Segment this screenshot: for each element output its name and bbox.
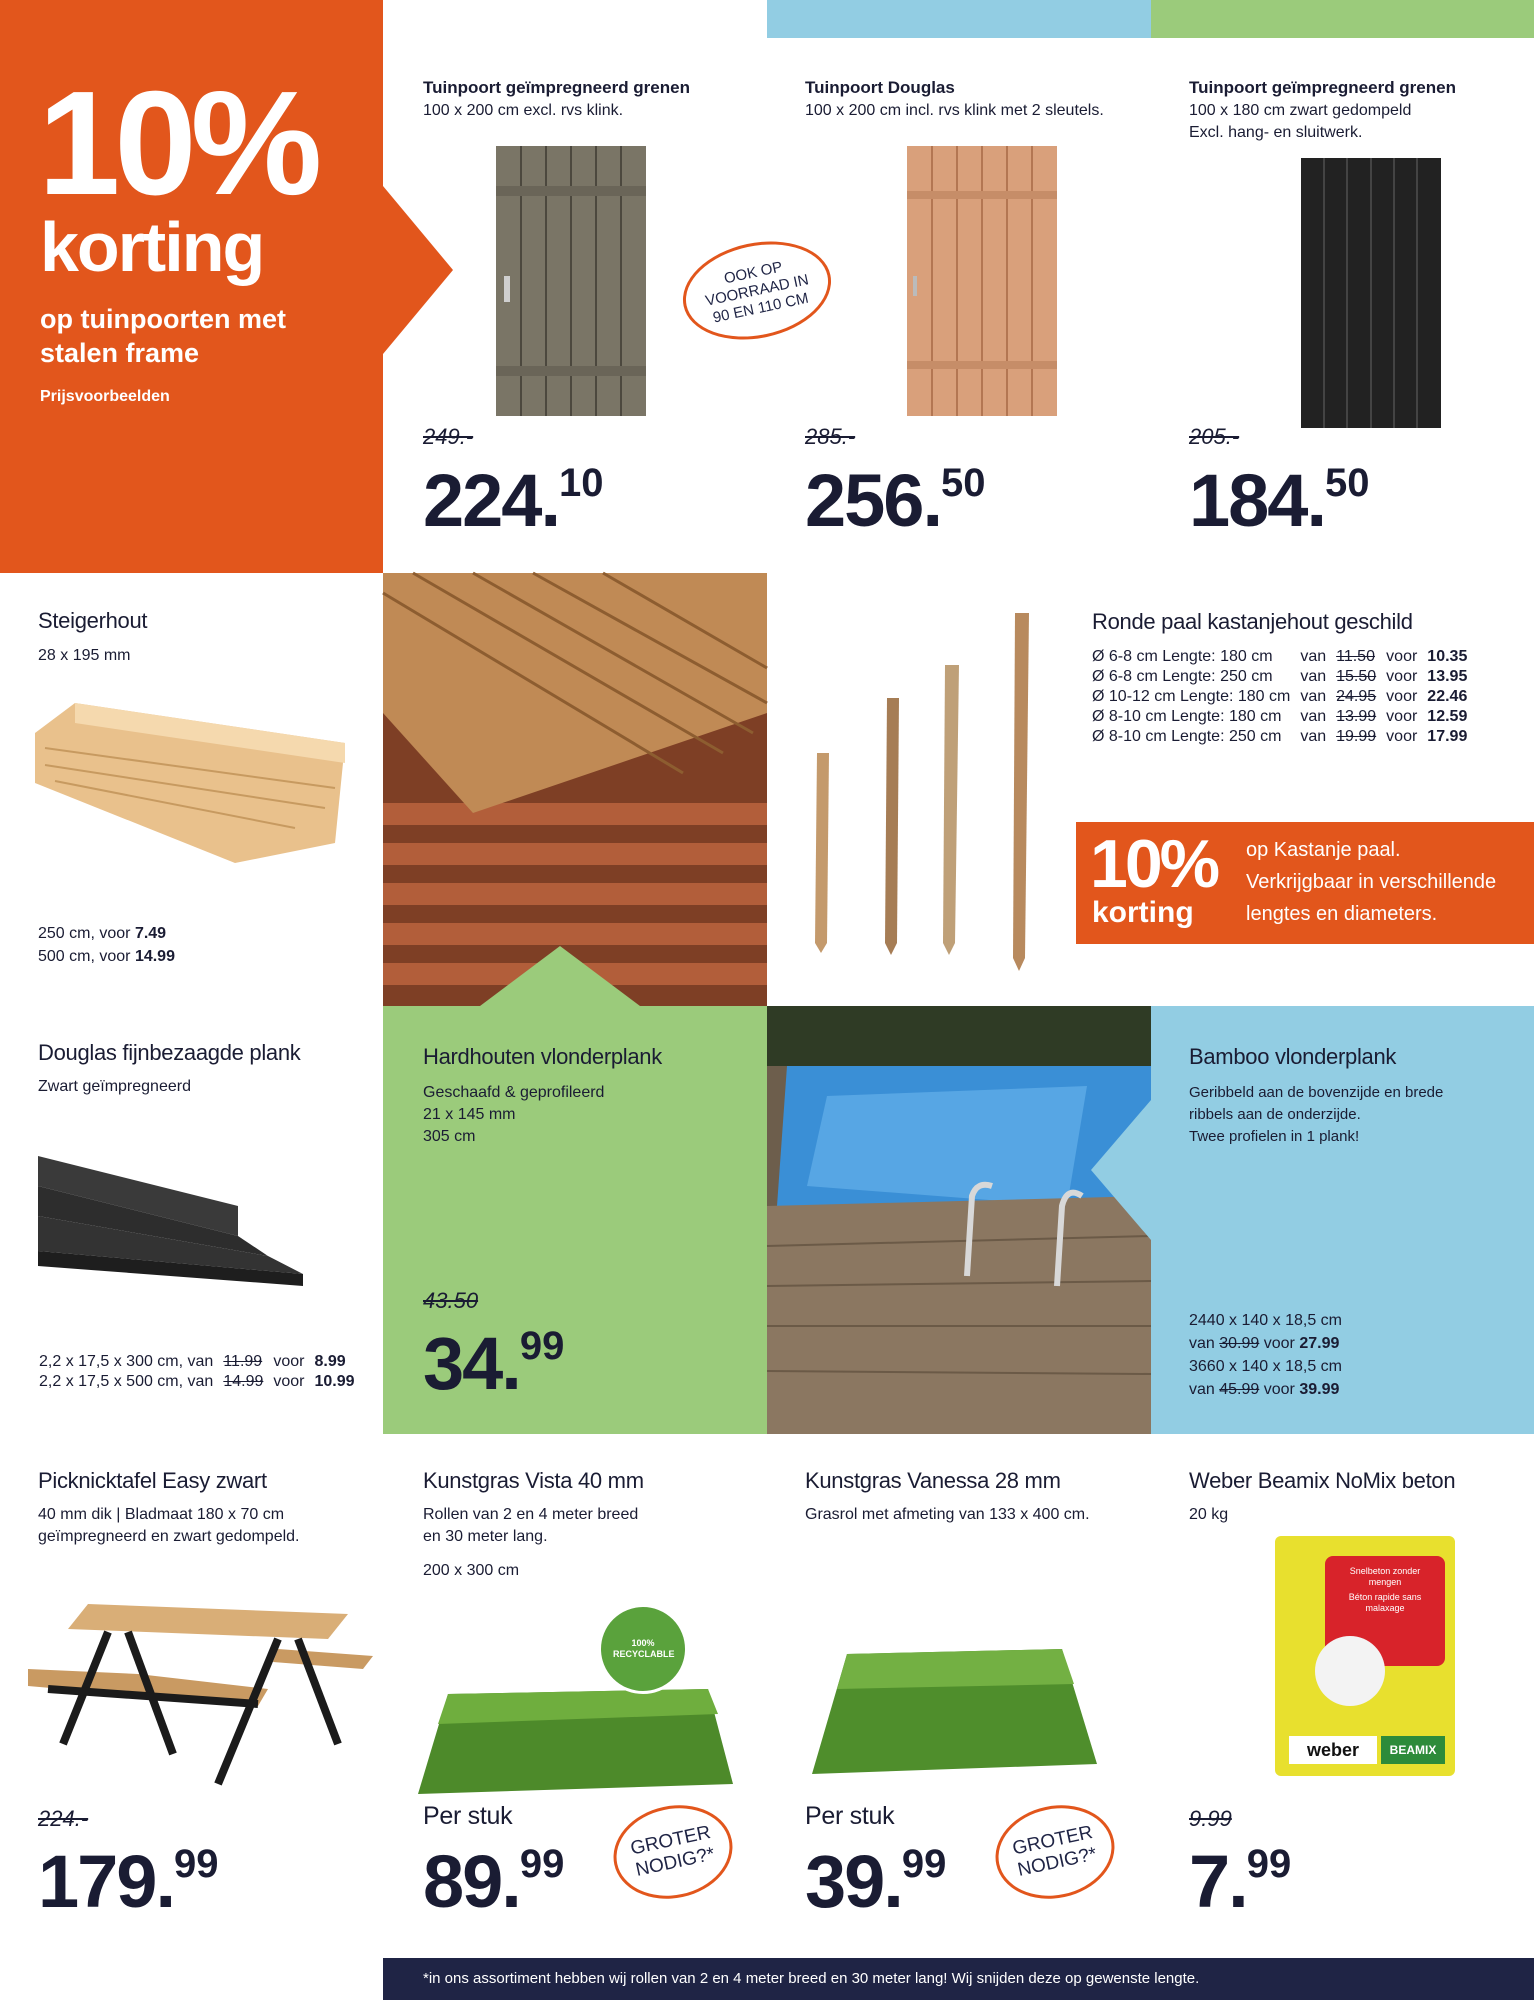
grass-mat-image <box>812 1614 1102 1794</box>
product-title: Kunstgras Vista 40 mm <box>423 1468 644 1493</box>
product-sub: Zwart geïmpregneerd <box>38 1078 191 1095</box>
product-price: 179.99 <box>38 1840 219 1923</box>
douglas-card <box>0 1006 383 1434</box>
product-desc: Rollen van 2 en 4 meter breed en 30 meter lang. <box>423 1506 639 1545</box>
per-stuk-label: Per stuk <box>423 1802 513 1830</box>
paal-discount-banner <box>1076 822 1534 944</box>
product-desc: Geribbeld aan de bovenzijde en brede ribbels aan de onderzijde. Twee profielen in 1 plank! <box>1189 1084 1444 1145</box>
product-title: Bamboo vlonderplank <box>1189 1044 1397 1069</box>
bamboo-price-2b: van 45.99 voor 39.99 <box>1189 1381 1340 1398</box>
weber-logo: weber <box>1289 1736 1377 1764</box>
bamboo-card <box>1151 1006 1534 1434</box>
top-strip-green <box>1151 0 1534 38</box>
concrete-bag-image <box>1275 1536 1455 1776</box>
vista-card <box>383 1434 767 1954</box>
product-desc: Grasrol met afmeting van 133 x 400 cm. <box>805 1506 1090 1523</box>
product-size: 28 x 195 mm <box>38 647 131 664</box>
deck-boards-image <box>383 573 767 1006</box>
gate-desc: 100 x 180 cm zwart gedompeld Excl. hang- en sluitwerk. <box>1189 102 1412 141</box>
price-row: Ø 10-12 cm Lengte: 180 cm van 24.95 voor 22.46 <box>1092 688 1468 705</box>
price-row: Ø 8-10 cm Lengte: 180 cm van 13.99 voor 12.59 <box>1092 708 1468 725</box>
gate-image <box>1301 158 1441 428</box>
product-size: 200 x 300 cm <box>423 1562 520 1579</box>
gate-title: Tuinpoort geïmpregneerd grenen <box>423 78 690 97</box>
price-row: Ø 6-8 cm Lengte: 180 cm van 11.50 voor 10.35 <box>1092 648 1468 665</box>
old-price: 224.- <box>38 1806 89 1831</box>
groter-nodig-stamp: GROTER NODIG?* <box>987 1795 1124 1910</box>
hero-percent: 10% <box>38 61 317 226</box>
blue-arrow <box>1091 1100 1151 1240</box>
price-row: Ø 6-8 cm Lengte: 250 cm van 15.50 voor 13.95 <box>1092 668 1468 685</box>
hardhout-card <box>383 1006 767 1434</box>
product-price: 89.99 <box>423 1840 565 1923</box>
deck-image-cell <box>383 573 767 1006</box>
gate-image <box>907 146 1057 416</box>
gate-price: 184.50 <box>1189 459 1370 542</box>
weber-card <box>1151 1434 1534 1954</box>
recyclable-badge-text: 100% RECYCLABLE <box>613 1638 675 1659</box>
gate-title: Tuinpoort geïmpregneerd grenen <box>1189 78 1456 97</box>
gate-desc: 100 x 200 cm incl. rvs klink met 2 sleutels. <box>805 102 1104 119</box>
product-price: 7.99 <box>1189 1840 1292 1923</box>
hero-panel <box>0 0 383 573</box>
gate-old-price: 249.- <box>423 424 474 449</box>
kastanje-posts-image <box>807 603 1037 973</box>
groter-nodig-stamp: GROTER NODIG?* <box>605 1795 742 1910</box>
gate-price: 256.50 <box>805 459 986 542</box>
old-price: 43.50 <box>423 1288 479 1313</box>
footer-note: *in ons assortiment hebben wij rollen van 2 en 4 meter breed en 30 meter lang! Wij snijden deze op gewenste lengte. <box>423 1970 1200 1987</box>
gate-old-price: 205.- <box>1189 424 1240 449</box>
product-price: 39.99 <box>805 1840 947 1923</box>
product-title: Picknicktafel Easy zwart <box>38 1468 267 1493</box>
douglas-price-table <box>34 1352 360 1392</box>
product-title: Douglas fijnbezaagde plank <box>38 1040 301 1065</box>
banner-text: op Kastanje paal. Verkrijgbaar in verschillende lengtes en diameters. <box>1246 839 1497 925</box>
gate-card-3 <box>1151 38 1534 573</box>
gate-old-price: 285.- <box>805 424 856 449</box>
bamboo-price-2: 3660 x 140 x 18,5 cm <box>1189 1358 1342 1375</box>
price-row: 2,2 x 17,5 x 500 cm, van 14.99 voor 10.99 <box>39 1373 355 1390</box>
picknick-card <box>0 1434 383 1954</box>
vanessa-card <box>767 1434 1151 1954</box>
product-title: Steigerhout <box>38 608 148 633</box>
paal-image-cell <box>767 573 1067 1006</box>
recyclable-badge <box>598 1604 688 1694</box>
hero-subtitle: op tuinpoorten met stalen frame <box>40 304 286 368</box>
product-desc: 40 mm dik | Bladmaat 180 x 70 cm geïmpregneerd en zwart gedompeld. <box>38 1506 300 1545</box>
grass-roll-image <box>418 1634 738 1804</box>
green-arrow <box>480 946 640 1006</box>
product-title: Hardhouten vlonderplank <box>423 1044 662 1069</box>
product-desc: 20 kg <box>1189 1506 1229 1523</box>
old-price: 9.99 <box>1189 1806 1232 1831</box>
gate-image <box>496 146 646 416</box>
steigerhout-card <box>0 573 383 1006</box>
hero-korting: korting <box>40 208 264 286</box>
bag-text: Snelbeton zonder mengen <box>1349 1566 1421 1587</box>
price-row: 2,2 x 17,5 x 300 cm, van 11.99 voor 8.99 <box>39 1353 346 1370</box>
bag-text-fr: Béton rapide sans malaxage <box>1348 1592 1422 1613</box>
stock-stamp: OOK OP VOORRAAD IN 90 EN 110 CM <box>674 228 840 352</box>
price-line-2: 500 cm, voor 14.99 <box>38 948 175 965</box>
product-title: Ronde paal kastanjehout geschild <box>1092 609 1413 634</box>
bamboo-price-1: 2440 x 140 x 18,5 cm <box>1189 1312 1342 1329</box>
picnic-table-image <box>28 1594 373 1784</box>
product-title: Kunstgras Vanessa 28 mm <box>805 1468 1061 1493</box>
price-line-1: 250 cm, voor 7.49 <box>38 925 167 942</box>
steigerhout-image <box>35 693 350 873</box>
product-price: 34.99 <box>423 1322 565 1405</box>
gate-desc: 100 x 200 cm excl. rvs klink. <box>423 102 624 119</box>
product-desc: Geschaafd & geprofileerd 21 x 145 mm 305 cm <box>423 1084 605 1145</box>
top-strip-blue <box>767 0 1151 38</box>
banner-percent: 10% <box>1090 826 1218 902</box>
footer-bar <box>383 1958 1534 2000</box>
paal-price-table <box>1087 647 1472 747</box>
gate-price: 224.10 <box>423 459 604 542</box>
per-stuk-label: Per stuk <box>805 1802 895 1830</box>
beamix-logo: BEAMIX <box>1381 1736 1445 1764</box>
bamboo-price-1b: van 30.99 voor 27.99 <box>1189 1335 1340 1352</box>
banner-korting: korting <box>1092 896 1194 929</box>
product-title: Weber Beamix NoMix beton <box>1189 1468 1456 1493</box>
hero-note: Prijsvoorbeelden <box>40 388 170 405</box>
gate-card-2 <box>703 38 1151 573</box>
douglas-plank-image <box>38 1146 308 1296</box>
bag-white-shape <box>1315 1636 1385 1706</box>
price-row: Ø 8-10 cm Lengte: 250 cm van 19.99 voor 17.99 <box>1092 728 1468 745</box>
gate-title: Tuinpoort Douglas <box>805 78 955 97</box>
